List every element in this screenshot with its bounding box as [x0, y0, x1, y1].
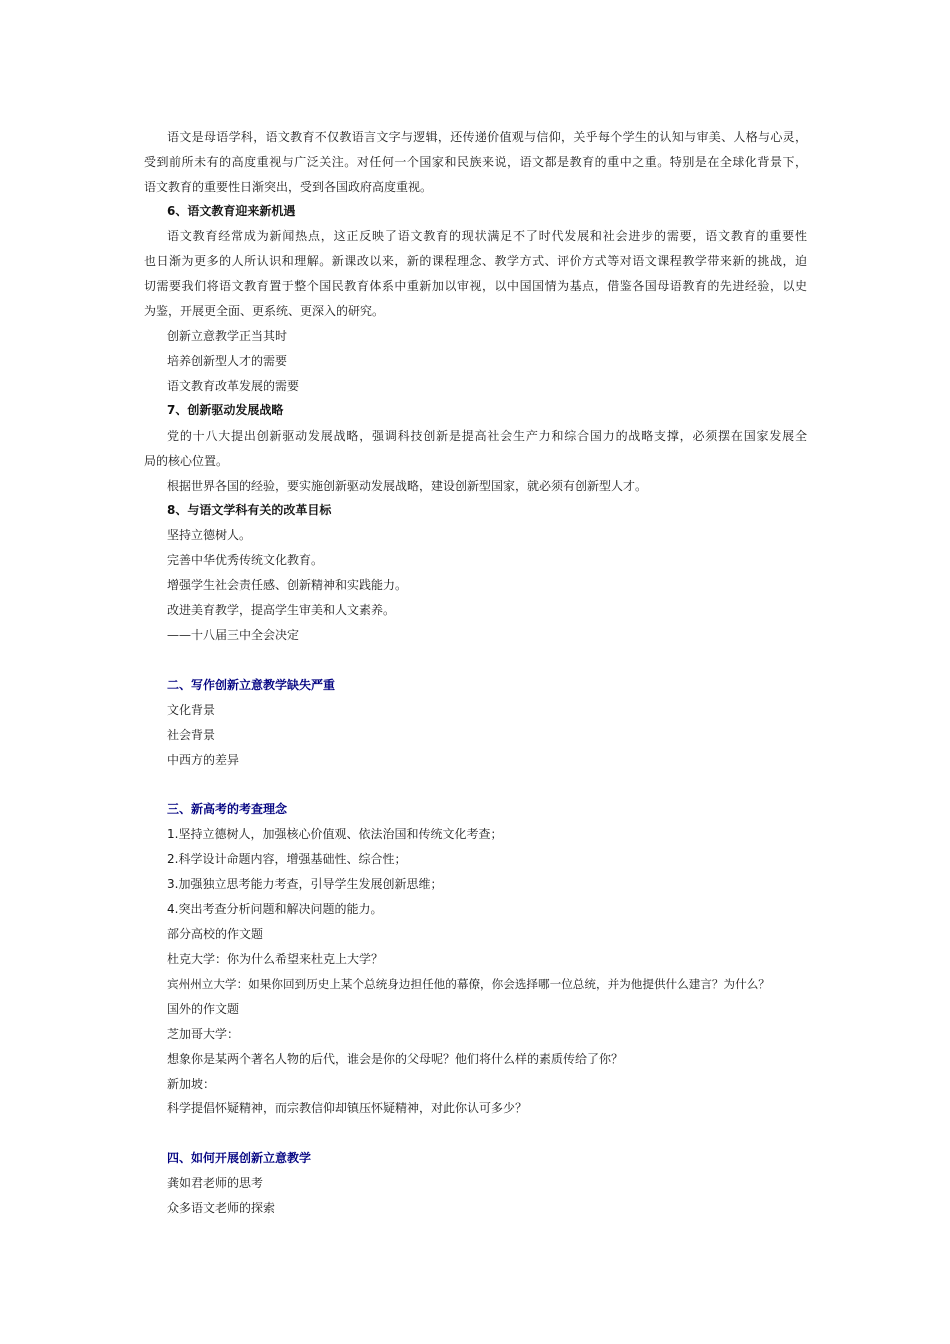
sec2-item-2: 社会背景	[167, 728, 216, 742]
s6-item-3: 语文教育改革发展的需要	[167, 379, 300, 393]
sec3-item-4-text: 突出考查分析问题和解决问题的能力。	[178, 902, 383, 916]
s8-item-3: 增强学生社会责任感、创新精神和实践能力。	[167, 578, 408, 592]
sec4-item-1: 龚如君老师的思考	[167, 1176, 264, 1190]
s6-para-line-3: 切需要我们将语文教育置于整个国民教育体系中重新加以审视，以中国国情为基点，借鉴各国母语教育的先进经验，以史	[144, 279, 807, 293]
section-2-heading: 二、写作创新立意教学缺失严重	[167, 678, 336, 692]
sec3-item-2	[167, 851, 406, 867]
s6-para-line-2: 也日渐为更多的人所认识和理解。新课改以来，新的课程理念、教学方式、评价方式等对语文课程教学带来新的挑战，迫	[144, 254, 807, 268]
s7-para-line-1: 党的十八大提出创新驱动发展战略，强调科技创新是提高社会生产力和综合国力的战略支撑，必须摆在国家发展全	[167, 429, 807, 443]
s8-item-1: 坚持立德树人。	[167, 528, 252, 542]
section-3-heading: 三、新高考的考查理念	[167, 802, 288, 816]
s8-item-4: 改进美育教学，提高学生审美和人文素养。	[167, 603, 396, 617]
sec3-item-1-text: 坚持立德树人，加强核心价值观、依法治国和传统文化考查；	[178, 827, 503, 841]
sec3-line-5: 部分高校的作文题	[167, 927, 264, 941]
sec3-item-2-number: 2.	[167, 852, 179, 866]
s6-para-line-1: 语文教育经常成为新闻热点，这正反映了语文教育的现状满足不了时代发展和社会进步的需要，语文教育的重要性	[167, 229, 807, 243]
sec4-item-2: 众多语文老师的探索	[167, 1201, 276, 1215]
s8-source: ——十八届三中全会决定	[167, 628, 300, 642]
sec3-line-9: 芝加哥大学：	[167, 1027, 240, 1041]
s6-item-2: 培养创新型人才的需要	[167, 354, 288, 368]
sec3-line-8: 国外的作文题	[167, 1002, 240, 1016]
section-6-heading: 6、语文教育迎来新机遇	[167, 204, 296, 218]
sec3-line-7: 宾州州立大学：如果你回到历史上某个总统身边担任他的幕僚，你会选择哪一位总统，并为他提供什么建言？为什么？	[167, 977, 770, 991]
sec3-line-10: 想象你是某两个著名人物的后代，谁会是你的父母呢？他们将什么样的素质传给了你？	[167, 1052, 624, 1066]
sec2-item-1: 文化背景	[167, 703, 216, 717]
section-8-heading: 8、与语文学科有关的改革目标	[167, 503, 332, 517]
s6-para-line-4: 为鉴，开展更全面、更系统、更深入的研究。	[144, 304, 385, 318]
sec2-item-3: 中西方的差异	[167, 753, 240, 767]
sec3-line-12: 科学提倡怀疑精神，而宗教信仰却镇压怀疑精神，对此你认可多少？	[167, 1101, 528, 1115]
section-4-heading: 四、如何开展创新立意教学	[167, 1151, 312, 1165]
intro-line-3: 语文教育的重要性日渐突出，受到各国政府高度重视。	[144, 180, 433, 194]
sec3-item-4-number: 4.	[167, 902, 179, 916]
sec3-item-1	[167, 826, 502, 842]
sec3-item-3	[167, 876, 442, 892]
s8-item-2: 完善中华优秀传统文化教育。	[167, 553, 324, 567]
sec3-item-2-text: 科学设计命题内容，增强基础性、综合性；	[178, 852, 407, 866]
section-7-heading: 7、创新驱动发展战略	[167, 403, 284, 417]
sec3-item-1-number: 1.	[167, 827, 179, 841]
intro-line-2: 受到前所未有的高度重视与广泛关注。对任何一个国家和民族来说，语文都是教育的重中之重。特别是在全球化背景下，	[144, 155, 807, 169]
sec3-line-6: 杜克大学：你为什么希望来杜克上大学？	[167, 952, 384, 966]
sec3-item-4	[167, 901, 382, 917]
sec3-line-11: 新加坡：	[167, 1077, 216, 1091]
s7-para-line-2: 局的核心位置。	[144, 454, 229, 468]
sec3-item-3-number: 3.	[167, 877, 179, 891]
s7-para-line-3: 根据世界各国的经验，要实施创新驱动发展战略，建设创新型国家，就必须有创新型人才。	[167, 479, 648, 493]
intro-line-1: 语文是母语学科，语文教育不仅教语言文字与逻辑，还传递价值观与信仰，关乎每个学生的认知与审美、人格与心灵，	[167, 130, 807, 144]
s6-item-1: 创新立意教学正当其时	[167, 329, 288, 343]
sec3-item-3-text: 加强独立思考能力考查，引导学生发展创新思维；	[178, 877, 443, 891]
